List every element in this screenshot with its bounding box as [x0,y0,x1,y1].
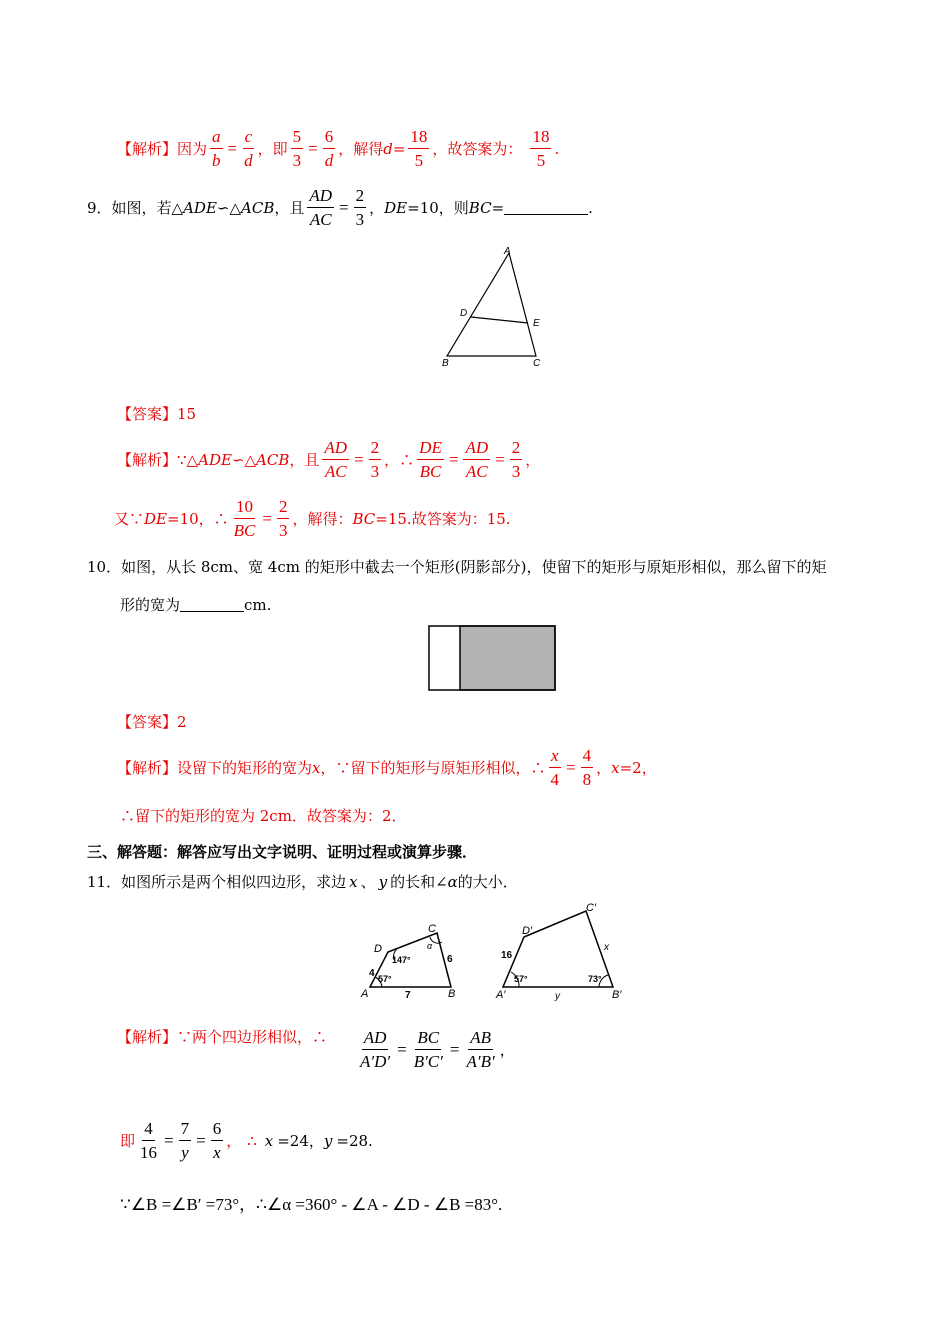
solution-tag: 【解析】 [117,140,178,159]
label-a: A [361,988,369,1000]
segment-de [471,317,528,323]
angle-d: 147° [392,955,411,965]
label-a-prime: A′ [496,989,506,1001]
label-d-prime: D′ [522,925,533,937]
solution-text: 因为 [177,140,208,159]
fraction: $\frac{2}{3}$ [278,497,288,541]
question-10-line-1: 10． 如图，从长 8cm、宽 4cm 的矩形中截去一个矩形(阴影部分)，使留下的矩形与原矩形相似，那么留下的矩 [87,558,827,576]
fraction: $\frac{x}{4}$ [550,746,560,790]
answer-value: 15 [177,404,197,423]
fraction: $\frac{2}{3}$ [370,438,380,482]
label-e: E [533,318,540,329]
label-c: C [428,923,436,935]
angle-a-prime: 57° [514,974,528,984]
side-bc: 6 [447,954,453,965]
q10-answer [117,711,187,732]
rectangle-figure [427,624,559,694]
solution-tag: 【解析】 [117,451,178,470]
q9-answer [117,403,196,424]
fraction: $\frac{AD}{AC}$ [465,438,489,482]
quadrilaterals-figure [358,900,628,1004]
fraction: $\frac{4}{16}$ [140,1119,158,1163]
q11-solution-1: 【解析】 ∵两个四边形相似，∴ [117,1028,328,1046]
fraction: $\frac{c}{d}$ [244,127,253,171]
question-number: 10． [87,558,122,576]
label-d: D [460,308,468,319]
label-b: B [442,358,449,369]
fraction: $\frac{5}{3}$ [292,127,302,171]
fraction: $\frac{18}{5}$ [410,127,428,171]
solution-tag: 【解析】 [117,759,178,778]
fraction: $\frac{6}{d}$ [324,127,334,171]
fraction: $\frac{2}{3}$ [355,186,365,230]
answer-tag: 【答案】 [117,713,178,731]
angle-alpha: α [427,941,433,951]
fraction: $\frac{a}{b}$ [212,127,221,171]
question-10-line-2: 形的宽为 cm. [120,595,272,614]
label-d: D [374,943,382,955]
q11-ratio-equation: $\frac{AD}{A'D'}$ = $\frac{BC}{B'C'}$ = $\frac{AB}{A'B'}$ ， [360,1028,515,1072]
side-ab-prime: y [555,991,560,1002]
fraction: $\frac{18}{5}$ [532,127,550,171]
label-c: C [533,358,541,369]
q11-solution-2: 即 $\frac{4}{16}$ = $\frac{7}{y}$ = $\frac{6}{x}$ ， ∴ x =24， y =28. [120,1119,373,1163]
side-ab: 7 [405,990,411,1001]
prev-solution-line: 【解析】 因为 $\frac{a}{b}$ = $\frac{c}{d}$ ，即 $\frac{5}{3}$ = $\frac{6}{d}$ ，解得 d= $\frac{18}{5}$ ，故答案为： $\frac{18}{5}$ . [117,127,560,171]
answer-value: 2 [177,712,187,731]
label-a: A [504,246,511,257]
fraction: $\frac{2}{3}$ [511,438,521,482]
q9-solution-1: 【解析】 ∵△ ADE ∽△ ACB ，且 $\frac{AD}{AC}$ = $\frac{2}{3}$ ，∴ $\frac{DE}{BC}$ = $\frac{AD}{AC}$ = $\frac{2}{3}$ ， [117,438,541,482]
shaded-rectangle [460,626,555,690]
triangle-figure [438,244,548,370]
question-number: 9． [87,199,112,218]
fraction: $\frac{AB}{A'B'}$ [466,1028,495,1072]
label-b: B [448,988,456,1000]
side-ad-prime: 16 [501,950,513,961]
angle-a: 57° [378,974,392,984]
angle-b-prime: 73° [588,974,602,984]
question-number: 11． [87,873,122,891]
q9-solution-2: 又∵ DE =10，∴ $\frac{10}{BC}$ = $\frac{2}{3}$ ，解得： BC =15.故答案为：15. [114,497,511,541]
answer-blank [180,597,244,612]
answer-blank [504,200,588,215]
answer-tag: 【答案】 [117,405,178,423]
label-c-prime: C′ [586,902,597,914]
fraction: $\frac{AD}{A'D'}$ [360,1028,391,1072]
label-b-prime: B′ [612,989,622,1001]
question-9: 9． 如图，若△ ADE ∽△ ACB ，且 $\frac{AD}{AC}$ = $\frac{2}{3}$ ， DE =10，则 BC = . [87,186,593,230]
side-ad: 4 [369,968,375,979]
section-3-heading: 三、解答题：解答应写出文字说明、证明过程或演算步骤． [87,843,478,861]
side-bc-prime: x [604,942,609,953]
q10-solution-1: 【解析】 设留下的矩形的宽为 x ，∵留下的矩形与原矩形相似，∴ $\frac{x}{4}$ = $\frac{4}{8}$ ， x =2， [117,746,657,790]
fraction: $\frac{10}{BC}$ [233,497,256,541]
fraction: $\frac{7}{y}$ [180,1119,190,1163]
solution-tag: 【解析】 [117,1028,178,1046]
triangle-abc [447,253,536,356]
fraction: $\frac{6}{x}$ [212,1119,222,1163]
q11-solution-3: ∵∠B =∠B′ =73°，∴∠α =360° - ∠A - ∠D - ∠B =83°. [120,1195,503,1214]
question-11: 11． 如图所示是两个相似四边形，求边 x 、 y 的长和∠ α 的大小． [87,872,518,891]
fraction: $\frac{BC}{B'C'}$ [413,1028,443,1072]
fraction: $\frac{4}{8}$ [582,746,592,790]
fraction: $\frac{AD}{AC}$ [309,186,333,230]
fraction: $\frac{DE}{BC}$ [419,438,442,482]
fraction: $\frac{AD}{AC}$ [324,438,348,482]
q10-solution-2: ∴留下的矩形的宽为 2cm．故答案为：2． [120,807,407,825]
